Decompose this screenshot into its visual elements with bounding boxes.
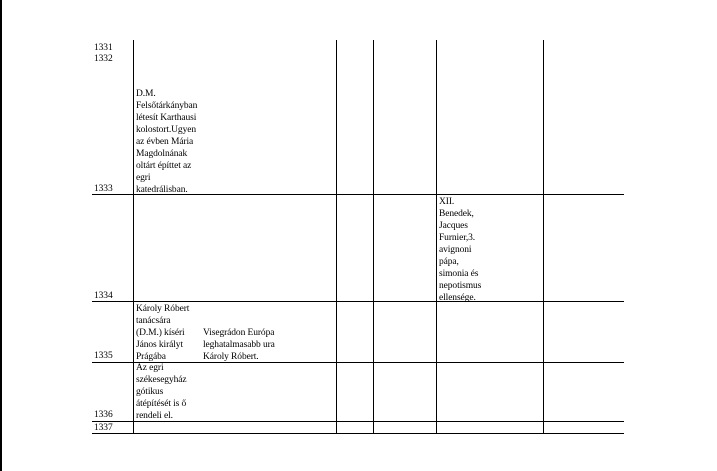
column-divider-1 xyxy=(133,40,134,434)
year-label: 1336 xyxy=(94,410,113,420)
year-label: 1332 xyxy=(94,54,113,64)
entry-1335-hungary: Visegrádon Európa leghatalmasabb ura Károly Róbert. xyxy=(203,328,275,362)
column-divider-2 xyxy=(336,40,337,434)
entry-1334-papacy: XII. Benedek, Jacques Furnier,3. avignoni pápa, simonia és nepotismus ellensége. xyxy=(439,197,482,303)
entry-1336-notes: Az egri székesegyház gótikus átépítését is ő rendeli el. xyxy=(136,363,187,421)
year-label: 1334 xyxy=(94,291,113,301)
column-divider-4 xyxy=(436,40,437,434)
year-label: 1333 xyxy=(94,184,113,194)
row-divider-1337 xyxy=(92,433,624,434)
entry-1335-notes: Károly Róbert tanácsára (D.M.) kíséri János királyt Prágába xyxy=(136,304,190,362)
year-label: 1335 xyxy=(94,351,113,361)
column-divider-5 xyxy=(543,40,544,434)
row-divider-1334 xyxy=(92,301,624,302)
column-divider-3 xyxy=(373,40,374,434)
year-label: 1331 xyxy=(94,43,113,53)
year-label: 1337 xyxy=(94,423,113,433)
entry-1333-notes: D.M. Felsőtárkányban létesít Karthausi kolostort.Ugyen az évben Mária Magdolnának oltárt építtet az egri katedrálisban. xyxy=(136,89,198,195)
